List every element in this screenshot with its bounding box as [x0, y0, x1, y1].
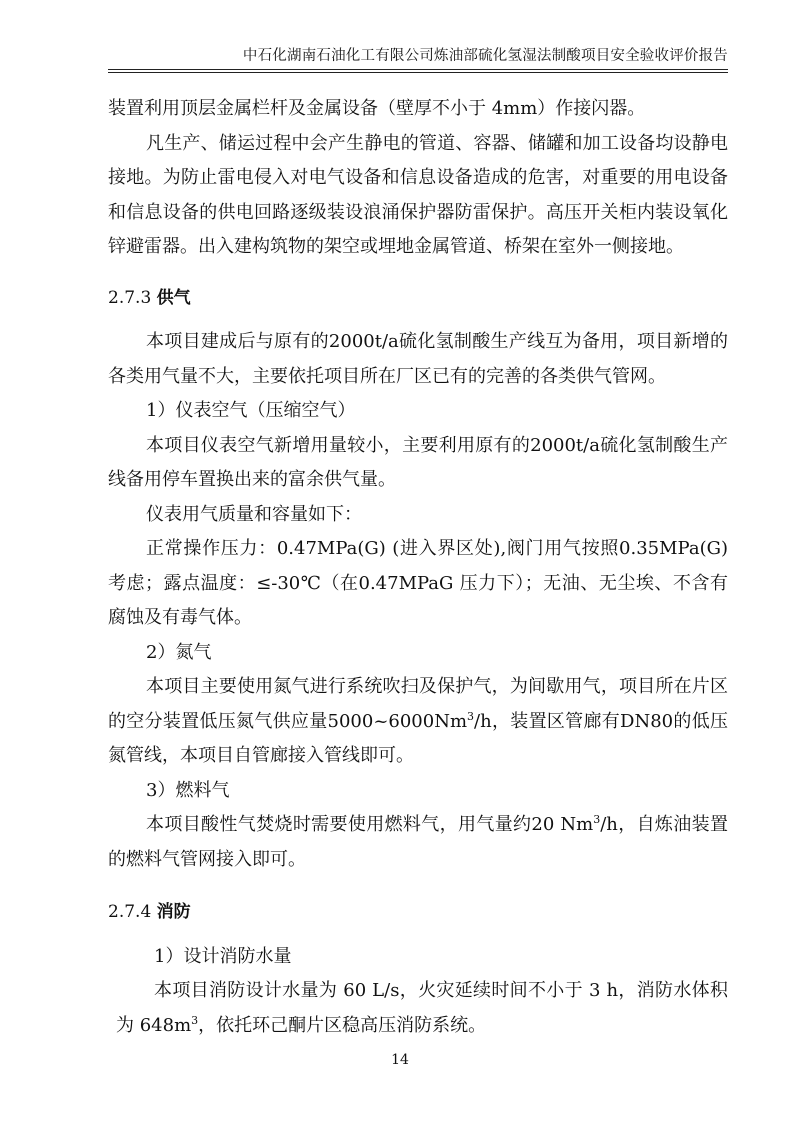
- paragraph-fuel-gas: [108, 808, 728, 877]
- list-item-fire-water: 1）设计消防水量: [154, 945, 292, 967]
- nitrogen-text-b: /h，装置区管廊有DN80的低压氮管线，本项目自管廊接入管线即可。: [108, 710, 728, 766]
- fuel-gas-text-b: /h，自炼油装置的燃料气管网接入即可。: [108, 814, 728, 870]
- superscript: 3: [191, 1013, 199, 1027]
- section-heading-fire-protection: [108, 895, 728, 930]
- paragraph-instrument-air-spec: 正常操作压力：0.47MPa(G) (进入界区处),阀门用气按照0.35MPa(G)考虑；露点温度：≤-30℃（在0.47MPaG 压力下）；无油、无尘埃、不含有腐蚀及有毒气体。: [108, 538, 728, 628]
- header-rule: [108, 69, 728, 73]
- superscript: 3: [467, 709, 475, 723]
- paragraph-static-grounding: 凡生产、储运过程中会产生静电的管道、容器、储罐和加工设备均设静电接地。为防止雷电侵入对电气设备和信息设备造成的危害，对重要的用电设备和信息设备的供电回路逐级装设浪涌保护器防雷保护。高压开关柜内装设氧化锌避雷器。出入建构筑物的架空或埋地金属管道、桥架在室外一侧接地。: [108, 132, 728, 257]
- paragraph-instrument-air-spec-intro: 仪表用气质量和容量如下：: [146, 503, 362, 525]
- list-item-instrument-air: 1）仪表空气（压缩空气）: [146, 400, 356, 421]
- list-item-fuel-gas: 3）燃料气: [146, 779, 230, 801]
- paragraph-fire-water: [116, 974, 728, 1043]
- section-number: 2.7.4: [108, 902, 152, 922]
- paragraph-gas-supply-overview: 本项目建成后与原有的2000t/a硫化氢制酸生产线互为备用，项目新增的各类用气量不大，主要依托项目所在厂区已有的完善的各类供气管网。: [108, 331, 728, 387]
- superscript: 3: [593, 813, 601, 826]
- page-number: 14: [391, 1052, 409, 1068]
- section-title: 供气: [156, 287, 191, 308]
- paragraph-instrument-air: 本项目仪表空气新增用量较小，主要利用原有的2000t/a硫化氢制酸生产线备用停车置换出来的富余供气量。: [108, 434, 728, 490]
- fuel-gas-text-a: 本项目酸性气焚烧时需要使用燃料气，用气量约20 Nm: [146, 814, 594, 835]
- section-title: 消防: [156, 902, 191, 922]
- paragraph-lightning-receptor: 装置利用顶层金属栏杆及金属设备（壁厚不小于 4mm）作接闪器。: [108, 98, 646, 119]
- list-item-nitrogen: 2）氮气: [146, 641, 212, 663]
- page-header: 中石化湖南石油化工有限公司炼油部硫化氢湿法制酸项目安全验收评价报告: [242, 48, 728, 64]
- section-number: 2.7.3: [108, 287, 152, 308]
- fire-water-text-b: ，依托环己酮片区稳高压消防系统。: [198, 1014, 487, 1036]
- nitrogen-text-a: 本项目主要使用氮气进行系统吹扫及保护气，为间歇用气，项目所在片区的空分装置低压氮气供应量5000~6000Nm: [108, 676, 728, 732]
- section-heading-gas-supply: [108, 281, 728, 316]
- fire-protection-block: [116, 940, 728, 1044]
- fire-water-text-a: 本项目消防设计水量为 60 L/s，火灾延续时间不小于 3 h，消防水体积为 648m: [116, 980, 728, 1036]
- document-body: [108, 92, 728, 1043]
- paragraph-nitrogen: [108, 670, 728, 774]
